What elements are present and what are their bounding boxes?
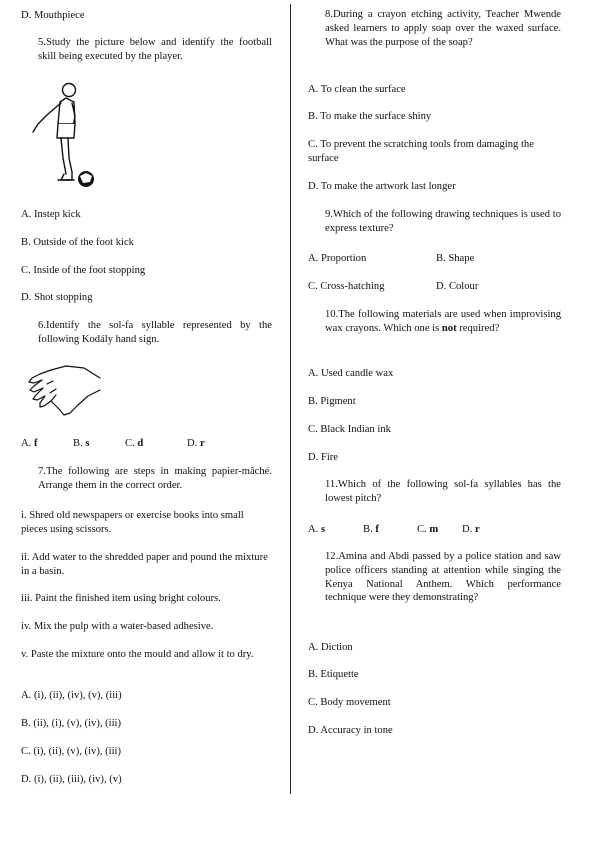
q4-option-d: D. Mouthpiece (21, 10, 85, 21)
q5-option-b[interactable]: B. Outside of the foot kick (21, 237, 134, 248)
q8-option-b[interactable]: B. To make the surface shiny (308, 111, 432, 122)
q7-step-v: v. Paste the mixture onto the mould and allow it to dry. (21, 649, 254, 660)
q6-option-b[interactable]: B. s (73, 438, 90, 449)
q11-option-c[interactable]: C. m (417, 524, 439, 535)
kodaly-hand-sign-illustration (26, 362, 102, 420)
q9-options-row-2 (308, 280, 568, 294)
q11-option-d[interactable]: D. r (462, 524, 480, 535)
q6-options (21, 437, 281, 451)
q5-stem: 5.Study the picture below and identify the football skill being executed by the player. (38, 37, 272, 62)
q9-option-a[interactable]: A. Proportion (308, 253, 367, 264)
q7-option-b[interactable]: B. (ii), (i), (v), (iv), (iii) (21, 718, 122, 729)
q10-option-d[interactable]: D. Fire (308, 452, 339, 463)
q8-option-a[interactable]: A. To clean the surface (308, 84, 406, 95)
q9-stem: 9.Which of the following drawing techniques is used to express texture? (325, 209, 561, 234)
q10-option-a[interactable]: A. Used candle wax (308, 368, 394, 379)
q11-stem: 11.Which of the following sol-fa syllables has the lowest pitch? (325, 479, 561, 504)
q9-option-b[interactable]: B. Shape (436, 253, 475, 264)
q9-option-c[interactable]: C. Cross-hatching (308, 281, 385, 292)
q12-option-a[interactable]: A. Diction (308, 642, 353, 653)
q5-option-c[interactable]: C. Inside of the foot stopping (21, 265, 146, 276)
q7-option-a[interactable]: A. (i), (ii), (iv), (v), (iii) (21, 690, 122, 701)
q11-option-a[interactable]: A. s (308, 524, 326, 535)
q9-options-row-1 (308, 252, 568, 266)
q8-option-d[interactable]: D. To make the artwork last longer (308, 181, 456, 192)
q12-stem: 12.Amina and Abdi passed by a police station and saw police officers standing at attention while singing the Kenya National Anthem. Which performance technique were they demonstrating? (325, 551, 561, 604)
q12-option-c[interactable]: C. Body movement (308, 697, 391, 708)
q12-option-b[interactable]: B. Etiquette (308, 669, 359, 680)
q9-option-d[interactable]: D. Colour (436, 281, 479, 292)
q6-option-c[interactable]: C. d (125, 438, 144, 449)
q8-option-c[interactable]: C. To prevent the scratching tools from damaging the surface (308, 139, 534, 164)
q7-step-i: i. Shred old newspapers or exercise books into small pieces using scissors. (21, 510, 244, 535)
q6-option-a[interactable]: A. f (21, 438, 38, 449)
q12-option-d[interactable]: D. Accuracy in tone (308, 725, 393, 736)
q8-stem: 8.During a crayon etching activity, Teacher Mwende asked learners to apply soap over the waxed surface. What was the purpose of the soap? (325, 9, 561, 48)
q7-step-iv: iv. Mix the pulp with a water-based adhesive. (21, 621, 214, 632)
q7-option-d[interactable]: D. (i), (ii), (iii), (iv), (v) (21, 774, 122, 785)
column-divider (290, 4, 291, 794)
q6-option-d[interactable]: D. r (187, 438, 205, 449)
q6-stem: 6.Identify the sol-fa syllable represented by the following Kodály hand sign. (38, 320, 272, 345)
q7-option-c[interactable]: C. (i), (ii), (v), (iv), (iii) (21, 746, 122, 757)
q11-option-b[interactable]: B. f (363, 524, 379, 535)
football-player-illustration (28, 78, 100, 192)
q5-option-a[interactable]: A. Instep kick (21, 209, 81, 220)
q10-stem: 10.The following materials are used when improvising wax crayons. Which one is not required? (325, 309, 561, 334)
q10-option-b[interactable]: B. Pigment (308, 396, 356, 407)
q7-step-iii: iii. Paint the finished item using bright colours. (21, 593, 221, 604)
q10-option-c[interactable]: C. Black Indian ink (308, 424, 391, 435)
q7-stem: 7.The following are steps in making papier-mâché. Arrange them in the correct order. (38, 466, 272, 491)
q11-options (308, 523, 568, 537)
q5-option-d[interactable]: D. Shot stopping (21, 292, 93, 303)
q7-step-ii: ii. Add water to the shredded paper and pound the mixture in a basin. (21, 552, 268, 577)
